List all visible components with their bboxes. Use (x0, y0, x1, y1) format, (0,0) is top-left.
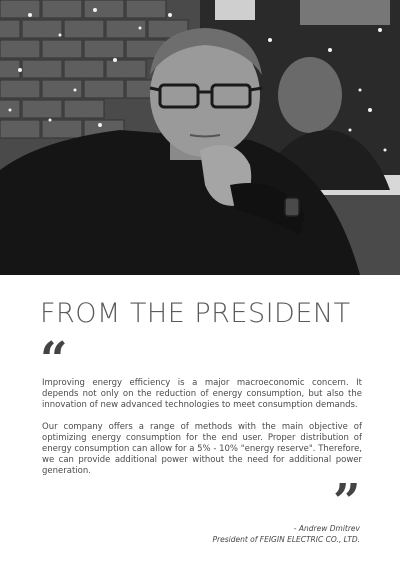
president-photo (0, 0, 400, 275)
signature-name: - Andrew Dmitrev (293, 524, 360, 533)
signature-role: President of FEIGIN ELECTRIC CO., LTD. (212, 535, 360, 544)
closing-quote-icon: ” (333, 474, 361, 530)
president-message (42, 378, 362, 488)
page-title: FROM THE PRESIDENT (40, 298, 351, 329)
message-paragraph: Our company offers a range of methods with the main objective of optimizing energy consumption for the end user. Proper distribution of energy consumption can allow for a 5% - 10% "energy reserve". Therefore, we can provide additional power without the need for additional power generation. (42, 422, 362, 476)
opening-quote-icon: “ (40, 332, 68, 388)
signature-block (213, 523, 360, 545)
president-photo-illustration (0, 0, 400, 275)
message-paragraph: Improving energy efficiency is a major macroeconomic concern. It depends not only on the reduction of energy consumption, but also the innovation of new advanced technologies to meet consumption demands. (42, 378, 362, 410)
